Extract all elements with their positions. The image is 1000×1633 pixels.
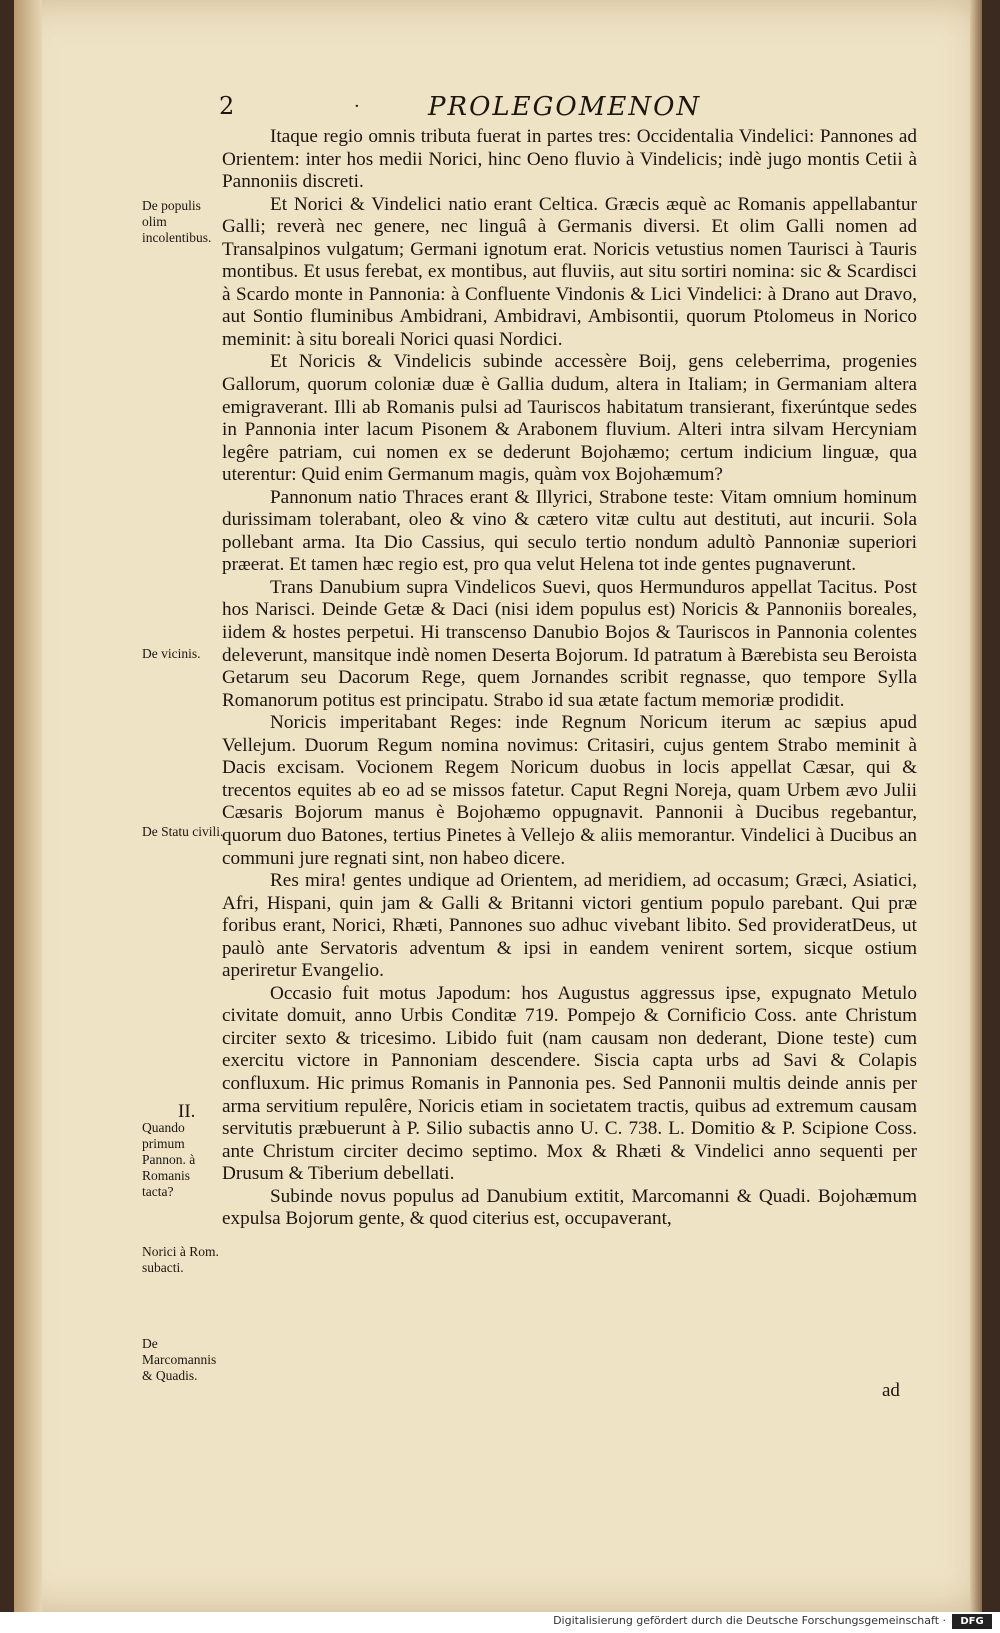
- paragraph: Trans Danubium supra Vindelicos Suevi, quos Hermunduros appellat Tacitus. Post hos Narisci. Deinde Getæ & Daci (nisi idem populus est) Noricis & Pannoniis boreales, iidem & hostes perpetui. Hi transcenso Danubio Bojos & Tauriscos in Pannonia colentes deleverunt, mansitque indè nomen Deserta Bojorum. Id patratum à Bærebista seu Beroista Getarum seu Dacorum Rege, quem Jornandes scribit regnasse, quo tempore Sylla Romanorum potitus est principatu. Strabo id sua ætate factum memoriæ prodidit.: [222, 576, 917, 711]
- running-head: PROLEGOMENON: [428, 92, 702, 122]
- dfg-logo: DFG: [952, 1614, 992, 1629]
- paragraph: Subinde novus populus ad Danubium extitit, Marcomanni & Quadi. Bojohæmum expulsa Bojorum gente, & quod citerius est, occupaverant,: [222, 1185, 917, 1230]
- paragraph: Itaque regio omnis tributa fuerat in partes tres: Occidentalia Vindelici: Pannones ad Orientem: inter hos medii Norici, hinc Oeno fluvio à Vindelicis; indè jugo montis Cetii à Pannoniis discreti.: [222, 126, 917, 193]
- page-spine: [14, 0, 42, 1612]
- margin-note-section-ii: [142, 1101, 224, 1200]
- paragraph: Et Norici & Vindelici natio erant Celtica. Græcis æquè ac Romanis appellabantur Galli; reverà nec genere, nec linguâ à Germanis diversi. Et olim Galli nomen ad Transalpinos vulgatum; Germani ignotum erat. Noricis vetustius nomen Taurisci à Tauris montibus. Et usus ferebat, ex montibus, aut fluviis, aut situ sortiri nomina: sic & Scardisci à Scardo monte in Pannonia: à Confluente Vindonis & Lici Vindelici: à Drano aut Dravo, aut Sontio fluminibus Ambidrani, Ambidravi, Ambisontii, quorum Ptolomeus in Norico meminit: à situ boreali Norici quasi Nordici.: [222, 193, 917, 350]
- page-number: 2: [219, 92, 235, 120]
- paragraph: Pannonum natio Thraces erant & Illyrici, Strabone teste: Vitam omnium hominum durissimam tolerabant, oleo & vino & cætero vitæ cultu aut destituti, aut incurii. Sola pollebant arma. Ita Dio Cassius, qui seculo tertio nondum adultò Pannoniæ superiori præerat. Et tamen hæc regio est, pro qua velut Helena tot inde gentes pugnaverunt.: [222, 486, 917, 576]
- section-numeral: II.: [178, 1101, 196, 1122]
- paragraph: Res mira! gentes undique ad Orientem, ad meridiem, ad occasum; Græci, Asiatici, Afri, Hispani, quin jam & Galli & Britanni victori gentium populo parebant. Qui præ foribus erant, Norici, Rhæti, Pannones suo adhuc vivebant libito. Sed provideratDeus, ut paulò ante Servatoris adventum & ipsi in eandem venirent sortem, sicque ostium aperiretur Evangelio.: [222, 870, 917, 982]
- margin-note-norici: Norici à Rom. subacti.: [142, 1244, 219, 1275]
- margin-note-de-populis: De populis olim incolentibus.: [142, 198, 212, 245]
- margin-note-de-statu: De Statu civili.: [142, 824, 224, 839]
- header-dot: ·: [354, 96, 360, 117]
- paragraph: Occasio fuit motus Japodum: hos Augustus aggressus ipse, expugnato Metulo civitate domuit, anno Urbis Conditæ 719. Pompejo & Cornificio Coss. ante Christum circiter sexto & tricesimo. Libido fuit (nam causam non dederant, Dione teste) cum exercitu victore in Pannoniam descendere. Siscia capta urbs ad Savi & Colapis confluxum. Hic primus Romanis in Pannonia pes. Sed Pannonii multis deinde annis per arma servitium repulêre, Noricis etiam in societatem tractis, quibus ad extremum causam servitutis præbuerunt à P. Silio subactis anno U. C. 738. L. Domitio & P. Scipione Coss. ante Christum circiter decimo septimo. Mox & Rhæti & Vindelici anno sequenti per Drusum & Tiberium debellati.: [222, 982, 917, 1185]
- body-text: [222, 126, 917, 1231]
- margin-note-de-vicinis: De vicinis.: [142, 646, 201, 661]
- page-edge: [970, 0, 982, 1612]
- footer-credit: Digitalisierung gefördert durch die Deutsche Forschungsgemeinschaft ·: [553, 1614, 946, 1627]
- section-ii-text: Quando primum Pannon. à Romanis tacta?: [142, 1120, 196, 1199]
- book-page: [14, 0, 982, 1612]
- footer-bar: [0, 1612, 1000, 1633]
- paragraph: Et Noricis & Vindelicis subinde accessère Boij, gens celeberrima, progenies Gallorum, quorum coloniæ duæ è Gallia dudum, altera in Italiam; in Germaniam altera emigraverant. Illi ab Romanis pulsi ad Tauriscos habitatum transierant, fixerúntque sedes in Pannonia inter lacum Pisonem & Arabonem fluvium. Alteri intra silvam Hercyniam legêre patriam, cui nomen ex se dederunt Bojohæmo; certum indicium linguæ, qua uterentur: Quid enim Germanum magis, quàm vox Bojohæmum?: [222, 351, 917, 486]
- margin-note-marcomannis: De Marcomannis & Quadis.: [142, 1336, 217, 1383]
- paragraph: Noricis imperitabant Reges: inde Regnum Noricum iterum ac sæpius apud Vellejum. Duorum Regum nomina novimus: Critasiri, cujus gentem Strabo meminit à Dacis excisam. Vocionem Regem Noricum duobus in locis appellat Cæsar, qui & trecentos equites ab eo ad se missos fatetur. Caput Regni Noreja, quam Urbem ævo Julii Cæsaris Bojorum manus è Bojohæmo oppugnavit. Pannonii à Ducibus regebantur, quorum duo Batones, tertius Pinetes à Vellejo & aliis memorantur. Vindelici à Ducibus an communi jure regnati sint, non habeo dicere.: [222, 712, 917, 869]
- catchword: ad: [882, 1380, 900, 1401]
